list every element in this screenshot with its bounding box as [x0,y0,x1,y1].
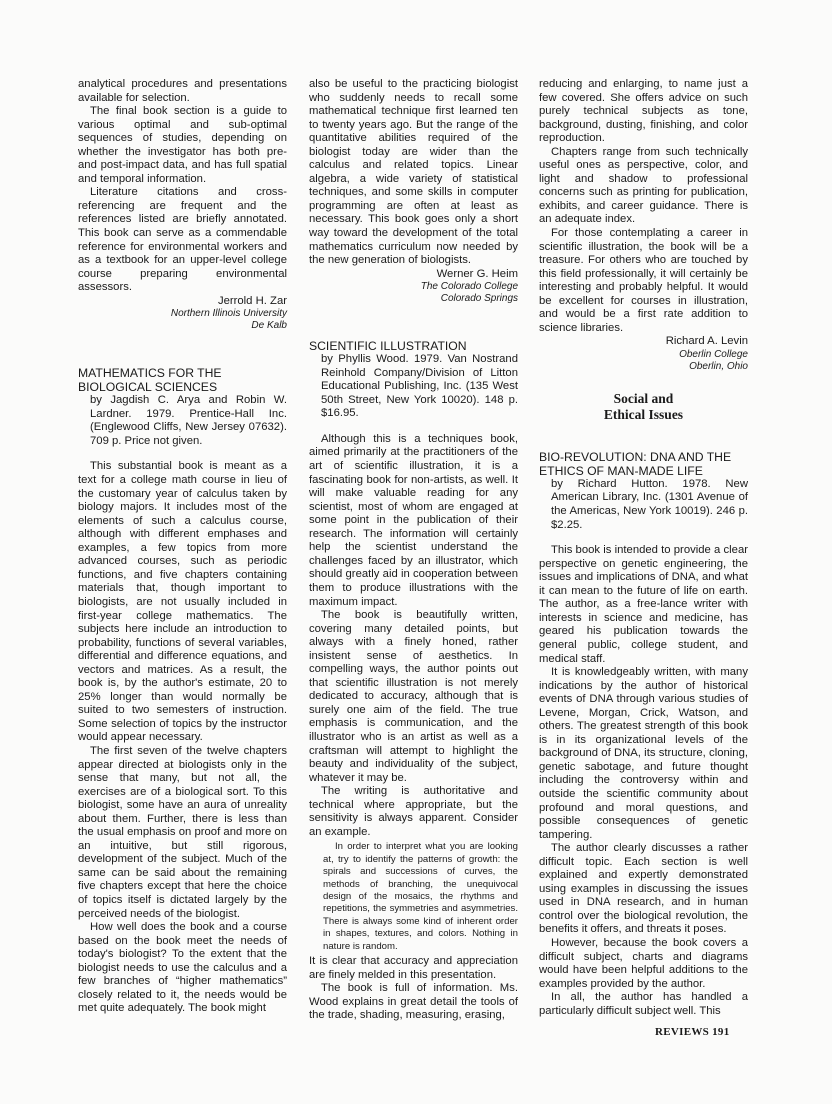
paragraph: This book is intended to provide a clear perspective on genetic engineering, the issues and implications of DNA, and what it can mean to the future of life on earth. The author, as a free-lance writer with interests in science and medicine, has geared his publication towards the general public, college student, and medical staff. [539,544,748,665]
column-1 [78,78,287,1016]
review-title-line: BIO-REVOLUTION: DNA AND THE [539,449,732,464]
review-title [539,450,748,478]
reviewer-location: Colorado Springs [440,293,518,305]
paragraph: For those contemplating a career in scientific illustration, the book will be a treasure. For others who are touched by this field professionally, it will certainly be interesting and probably helpful. It would be excellent for courses in illustration, and would be a first rate addition to science libraries. [539,227,748,334]
section-heading-line: Social and [613,390,674,406]
review-title-line: ETHICS OF MAN-MADE LIFE [539,463,703,478]
paragraph: However, because the book covers a difficult subject, charts and diagrams would have been helpful additions to the examples provided by the author. [539,936,748,990]
review-title [78,366,287,394]
paragraph: reducing and enlarging, to name just a few covered. She offers advice on such purely technical subjects as tone, background, dusting, finishing, and color reproduction. [539,78,748,145]
paragraph: The first seven of the twelve chapters appear directed at biologists only in the sense that many, but not all, the exercises are of a biological sort. To this biologist, some have an aura of unreality about them. Further, there is less than the usual emphasis on proof and more on an intuitive, but still rigorous, development of the subject. Much of the same can be said about the remaining five chapters except that here the choice of topics itself is dictated largely by the perceived needs of the biologist. [78,744,287,920]
review-title: SCIENTIFIC ILLUSTRATION [309,339,467,354]
reviewer-name: Werner G. Heim [436,267,518,280]
paragraph: Chapters range from such technically useful ones as perspective, color, and light and shadow to professional concerns such as printing for publication, exhibits, and career guidance. There is an adequate index. [539,145,748,226]
paragraph: also be useful to the practicing biologist who suddenly needs to recall some mathematical technique first learned ten to twenty years ago. But the range of the quantitative abilities required of the biologist today are wider than the calculus and related topics. Linear algebra, a wide variety of statistical techniques, and some skills in computer programming are often at least as necessary. This book goes only a short way toward the development of the total mathematics curriculum now needed by the new generation of biologists. [309,78,518,267]
block-quote: In order to interpret what you are looking at, try to identify the patterns of growth: the spirals and successions of curves, the methods of branching, the unequivocal design of the mosaics, the rhythms and repetitions, the symmetries and asymmetries. There is always some kind of inherent order in shapes, textures, and colors. Nothing in nature is random. [323,841,518,952]
paragraph: The author clearly discusses a rather difficult topic. Each section is well explained and expertly demonstrated using examples in discussing the issues used in DNA research, and in human control over the biological revolution, the benefits it offers, and threats it poses. [539,842,748,936]
paragraph: The book is beautifully written, covering many detailed points, but always with a finely honed, rather insistent sense of aesthetics. In compelling ways, the author points out that scientific illustration is not merely dedicated to accuracy, although that is surely one aim of the field. The true emphasis is communication, and the illustrator who is an artist as well as a craftsman will attempt to highlight the beauty and individuality of the subject, whatever it may be. [309,609,518,784]
book-citation: by Phyllis Wood. 1979. Van Nostrand Reinhold Company/Division of Litton Educational Publishing, Inc. (135 West 50th Street, New York 10020). 148 p. $16.95. [321,353,518,420]
paragraph: It is knowledgeably written, with many indications by the author of historical events of DNA through various studies of Levene, Morgan, Crick, Watson, and others. The greatest strength of this book is in its organizational levels of the background of DNA, its structure, cloning, genetic sabotage, and future thought including the controversy within and outside the scientific community about profound and moral questions, and possible consequences of genetic tampering. [539,666,748,841]
paragraph: Literature citations and cross-referencing are frequent and the references listed are briefly annotated. This book can serve as a commendable reference for environmental workers and as a textbook for an upper-level college course preparing environmental assessors. [78,186,287,294]
section-heading [539,391,748,424]
reviewer-name: Richard A. Levin [665,335,748,348]
paragraph: This substantial book is meant as a text for a college math course in lieu of the customary year of calculus taken by biology majors. It includes most of the elements of such a calculus course, although with different emphases and examples, a few topics from more advanced courses, such as periodic functions, and five chapters containing materials that, though important to biologists, are not usually included in first-year college mathematics. The subjects here include an introduction to probability, functions of several variables, differential and difference equations, and vectors and matrices. As a result, the book is, by the author's estimate, 20 to 25% longer than would normally be suited to two semesters of instruction. Some selection of topics by the instructor would appear necessary. [78,460,287,744]
review-title-line: MATHEMATICS FOR THE [78,366,222,381]
paragraph: The final book section is a guide to various optimal and sub-optimal sequences of studies, depending on whether the investigator has both pre- and post-impact data, and has full spatial and temporal information. [78,105,287,185]
column-3 [539,78,748,1018]
book-citation: by Richard Hutton. 1978. New American Library, Inc. (1301 Avenue of the Americas, New York 10019). 246 p. $2.25. [551,477,748,531]
paragraph: Although this is a techniques book, aimed primarily at the practitioners of the art of scientific illustration, it is a fascinating book for non-artists, as well. It will make valuable reading for any scientist, most of whom are engaged at some point in the publication of their research. The information will certainly help the scientist understand the challenges faced by an illustrator, which should greatly aid in cooperation between them to produce illustrations with the maximum impact. [309,432,518,608]
reviewer-location: De Kalb [251,320,287,332]
reviewer-institution: The Colorado College [420,281,518,293]
book-citation: by Jagdish C. Arya and Robin W. Lardner. 1979. Prentice-Hall Inc. (Englewood Cliffs, New Jersey 07632). 709 p. Price not given. [90,394,287,447]
paragraph: The book is full of information. Ms. Wood explains in great detail the tools of the trade, shading, measuring, erasing, [309,982,518,1022]
paragraph: In all, the author has handled a particularly difficult subject well. This [539,991,748,1017]
reviewer-location: Oberlin, Ohio [689,360,748,372]
paragraph: analytical procedures and presentations available for selection. [78,78,287,104]
reviewer-signature [539,335,748,373]
column-2 [309,78,518,1023]
reviewer-institution: Oberlin College [679,348,748,360]
section-heading-line: Ethical Issues [603,407,684,423]
reviewer-institution: Northern Illinois University [170,308,287,320]
review-title-line: BIOLOGICAL SCIENCES [78,380,218,395]
reviewer-name: Jerrold H. Zar [217,294,287,307]
page-footer: REVIEWS 191 [655,1026,730,1038]
reviewer-signature [78,295,287,333]
paragraph: How well does the book and a course based on the book meet the needs of today's biologist? To the extent that the biologist needs to use the calculus and a few branches of “higher mathematics” closely related to it, the needs would be met quite adequately. The book might [78,921,287,1015]
reviewer-signature [309,268,518,306]
paragraph: The writing is authoritative and technical where appropriate, but the sensitivity is always apparent. Consider an example. [309,785,518,838]
paragraph: It is clear that accuracy and appreciation are finely melded in this presentation. [309,955,518,981]
